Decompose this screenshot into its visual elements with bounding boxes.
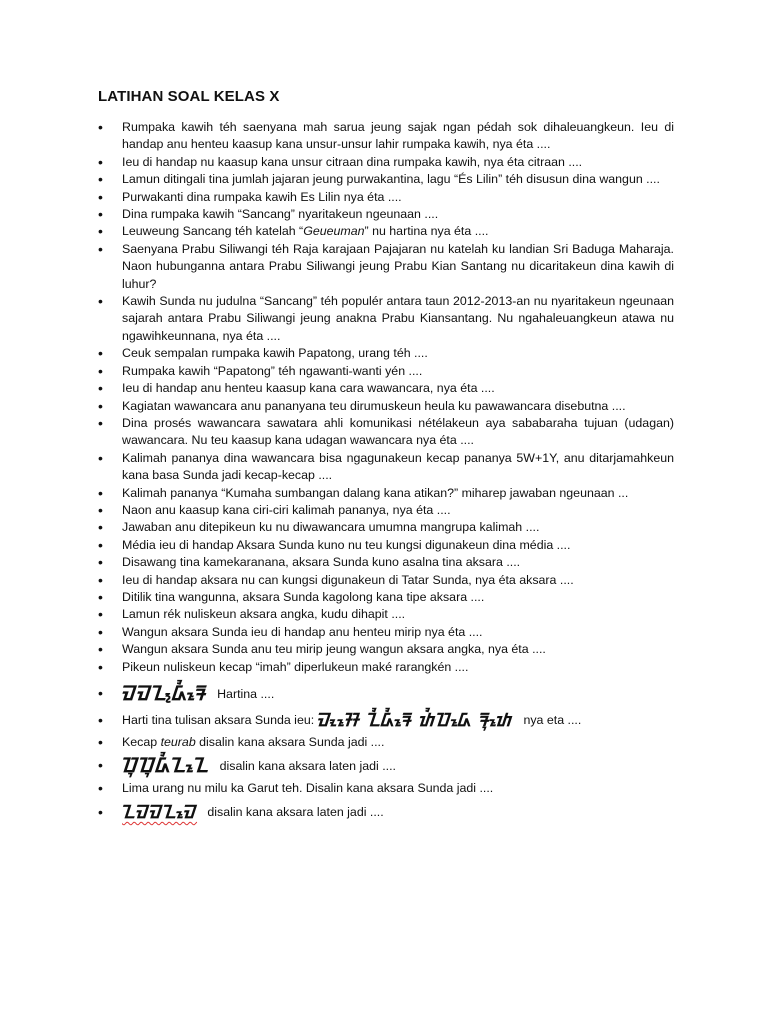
item-text: disalin kana aksara laten jadi .... (207, 804, 384, 819)
list-item: • Ieu di handap nu kaasup kana unsur citraan dina rumpaka kawih, nya éta citraan .... (98, 154, 674, 171)
list-item: • Disawang tina kamekaranana, aksara Sunda kuno asalna tina aksara .... (98, 554, 674, 571)
list-item: • Ditilik tina wangunna, aksara Sunda kagolong kana tipe aksara .... (98, 589, 674, 606)
list-item: • Saenyana Prabu Siliwangi téh Raja karajaan Pajajaran nu katelah ku landian Sri Baduga Maharaja. Naon hubunganna antara Prabu Siliwangi jeung Prabu Kian Santang nu dicaritakeun dina kawih di luhur? (98, 241, 674, 293)
list-item (98, 680, 674, 707)
list-item: • Lamun rék nuliskeun aksara angka, kudu dihapit .... (98, 606, 674, 623)
list-item: • Wangun aksara Sunda anu teu mirip jeung wangun aksara angka, nya éta .... (98, 641, 674, 658)
list-item (98, 734, 674, 751)
list-item: • Wangun aksara Sunda ieu di handap anu henteu mirip nya éta .... (98, 624, 674, 641)
list-item: • Kalimah pananya dina wawancara bisa ngagunakeun kecap pananya 5W+1Y, anu ditarjamahkeun kana basa Sunda jadi kecap-kecap .... (98, 450, 674, 485)
sundanese-script-text: ᮕᮥᮕᮥᮓᮤᮔᮔᮦ (122, 753, 210, 778)
list-item: • Kawih Sunda nu judulna “Sancang” téh populér antara taun 2012-2013-an nu nyaritakeun ngeunaan sajarah antara Prabu Siliwangi jeung anakna Prabu Kiansantang. Nu ngahaleuangkeun atawa nu ngawihkeunnana, nya éta .... (98, 293, 674, 345)
list-item (98, 223, 674, 240)
list-item: • Ieu di handap aksara nu can kungsi digunakeun di Tatar Sunda, nya éta aksara .... (98, 572, 674, 589)
list-item: • Ceuk sempalan rumpaka kawih Papatong, urang téh .... (98, 345, 674, 362)
item-italic-term: teurab (160, 735, 196, 749)
list-item: • Ieu di handap anu henteu kaasup kana cara wawancara, nya éta .... (98, 380, 674, 397)
list-item: • Rumpaka kawih téh saenyana mah sarua jeung sajak ngan pédah sok dihaleuangkeun. Ieu di handap anu henteu kaasup kana unsur-unsur lahir rumpaka kawih, nya éta .... (98, 119, 674, 154)
item-text: Kecap (122, 735, 161, 749)
item-text: disalin kana aksara laten jadi .... (219, 759, 396, 774)
list-item: • Kagiatan wawancara anu pananyana teu dirumuskeun heula ku pawawancara disebutna .... (98, 398, 674, 415)
list-item: • Purwakanti dina rumpaka kawih Es Lilin nya éta .... (98, 189, 674, 206)
list-item: • Lima urang nu milu ka Garut teh. Disalin kana aksara Sunda jadi .... (98, 780, 674, 797)
list-item (98, 751, 674, 780)
list-item (98, 707, 674, 734)
question-list (98, 119, 674, 827)
list-item: • Lamun ditingali tina jumlah jajaran jeung purwakantina, lagu “És Lilin” téh disusun dina wangun .... (98, 171, 674, 188)
list-item: • Dina prosés wawancara sawatara ahli komunikasi nétélakeun aya sababaraha tujuan (udagan) wawancara. Nu teu kaasup kana udagan wawancara nya éta .... (98, 415, 674, 450)
item-text: Hartina .... (217, 687, 275, 701)
item-text: Harti tina tulisan aksara Sunda ieu: (122, 713, 315, 727)
sundanese-script-text: ᮙᮙᮔ᮪ᮓᮤᮛᮦ (122, 681, 207, 705)
document-title: LATIHAN SOAL KELAS X (98, 88, 280, 105)
list-item: • Jawaban anu ditepikeun ku nu diwawancara umumna mangrupa kalimah .... (98, 519, 674, 536)
item-text: Leuweung Sancang téh katelah “ (122, 224, 304, 239)
list-item: • Pikeun nuliskeun kecap “imah” diperlukeun maké rarangkén .... (98, 659, 674, 676)
list-item: • Naon anu kaasup kana ciri-ciri kalimah pananya, nya éta .... (98, 502, 674, 519)
list-item: • Kalimah pananya “Kumaha sumbangan dalang kana atikan?” miharep jawaban ngeunaan ... (98, 485, 674, 502)
sundanese-script-text: ᮔᮙᮙᮔᮙᮦ (122, 801, 198, 823)
item-text: ” nu hartina nya éta .... (364, 224, 489, 239)
list-item: • Dina rumpaka kawih “Sancang” nyaritakeun ngeunaan .... (98, 206, 674, 223)
item-text: disalin kana aksara Sunda jadi .... (195, 735, 385, 749)
list-item (98, 798, 674, 827)
list-item: • Rumpaka kawih “Papatong” téh ngawanti-wanti yén .... (98, 363, 674, 380)
item-text: nya eta .... (523, 713, 582, 727)
item-italic-term: Geueuman (303, 224, 365, 239)
sundanese-script-text: ᮙᮧᮞᮦ ᮔᮤᮓᮤᮛᮦ ᮒᮤᮕᮓᮦ ᮛᮥᮒᮦ (317, 710, 514, 731)
list-item: • Média ieu di handap Aksara Sunda kuno nu teu kungsi digunakeun dina média .... (98, 537, 674, 554)
